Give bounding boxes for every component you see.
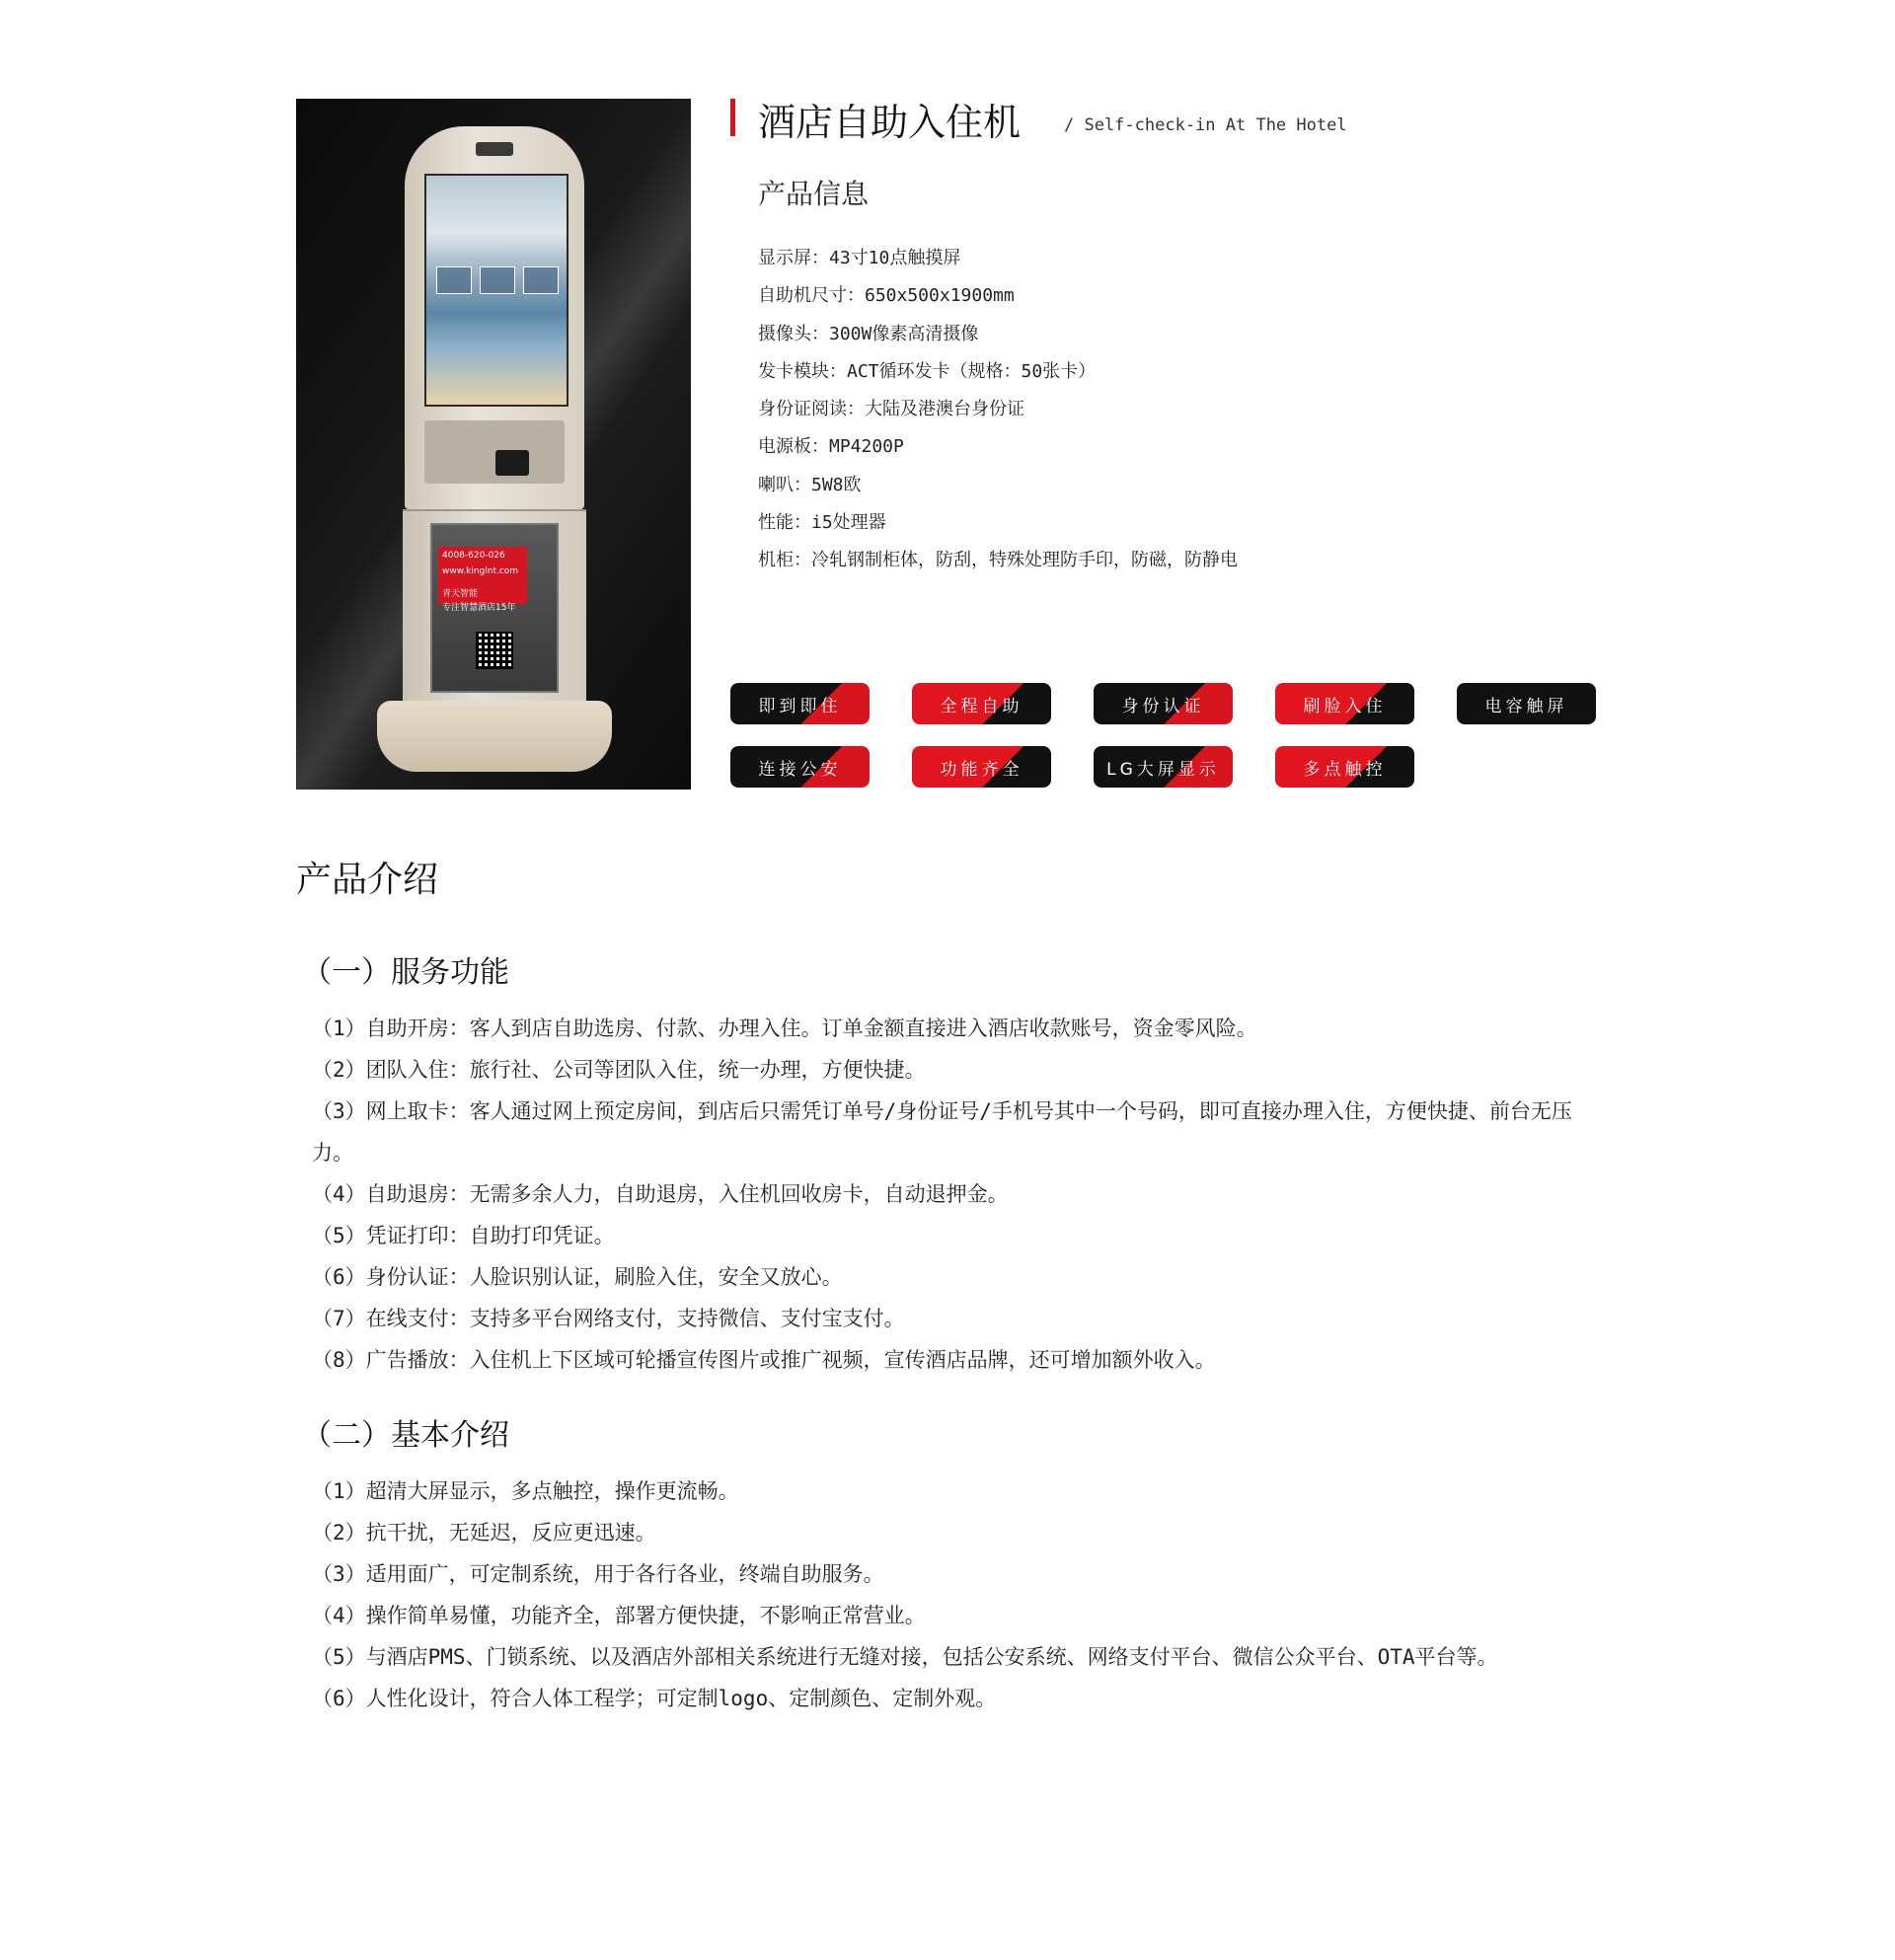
- ad-website: www.kinglnt.com: [442, 566, 519, 576]
- spec-item-camera: 摄像头：300W像素高清摄像: [758, 323, 979, 344]
- camera-icon: [476, 142, 513, 156]
- spec-item-card-module: 发卡模块：ACT循环发卡（规格：50张卡）: [758, 360, 1097, 382]
- services-list: [312, 1008, 1595, 1381]
- tag-full-features: 功能齐全: [912, 746, 1051, 788]
- tag-full-self-service: 全程自助: [912, 683, 1051, 724]
- spec-item-power-board: 电源板：MP4200P: [758, 436, 904, 458]
- qr-code-icon: [476, 632, 513, 669]
- ad-brand: 青天智能: [442, 589, 479, 599]
- id-scanner: [495, 450, 529, 476]
- list-item: （8）广告播放：入住机上下区域可轮播宣传图片或推广视频，宣传酒店品牌，还可增加额外收入。: [312, 1348, 1216, 1372]
- list-item: （7）在线支付：支持多平台网络支付，支持微信、支付宝支付。: [312, 1307, 905, 1330]
- screen-tile: [523, 266, 559, 294]
- spec-list: [758, 240, 1238, 580]
- spec-item-cabinet: 机柜：冷轧钢制柜体，防刮，特殊处理防手印，防磁，防静电: [758, 550, 1238, 571]
- section-heading-basics: （二）基本介绍: [302, 1418, 509, 1453]
- feature-tags: [730, 683, 1599, 792]
- list-item: （2）抗干扰，无延迟，反应更迅速。: [312, 1521, 656, 1545]
- tag-lg-large-screen: LG大屏显示: [1094, 746, 1233, 788]
- card-dispenser-slot: [424, 420, 565, 484]
- spec-item-size: 自助机尺寸：650x500x1900mm: [758, 285, 1015, 307]
- screen-tile: [436, 266, 472, 294]
- list-item: （1）超清大屏显示，多点触控，操作更流畅。: [312, 1479, 739, 1503]
- list-item: （1）自助开房：客人到店自助选房、付款、办理入住。订单金额直接进入酒店收款账号，资金零风险。: [312, 1017, 1257, 1040]
- tag-instant-checkin: 即到即住: [730, 683, 870, 724]
- page-subtitle: / Self-check-in At The Hotel: [1064, 115, 1347, 135]
- page-title: 酒店自助入住机: [758, 101, 1022, 144]
- tag-capacitive-touch: 电容触屏: [1457, 683, 1596, 724]
- list-item: （6）人性化设计，符合人体工程学；可定制logo、定制颜色、定制外观。: [312, 1687, 997, 1710]
- list-item: （5）凭证打印：自助打印凭证。: [312, 1224, 615, 1247]
- screen-tile: [480, 266, 515, 294]
- list-item: （3）适用面广，可定制系统，用于各行各业，终端自助服务。: [312, 1562, 884, 1586]
- spec-item-speaker: 喇叭：5W8欧: [758, 474, 862, 495]
- list-item: （2）团队入住：旅行社、公司等团队入住，统一办理，方便快捷。: [312, 1058, 926, 1082]
- kiosk-cabinet: [403, 509, 586, 709]
- tag-id-verification: 身份认证: [1094, 683, 1233, 724]
- ad-poster: [430, 523, 559, 693]
- kiosk-upper-body: [405, 126, 584, 509]
- kiosk-base: [377, 701, 612, 772]
- spec-item-performance: 性能：i5处理器: [758, 512, 886, 534]
- list-item: （3）网上取卡：客人通过网上预定房间，到店后只需凭订单号/身份证号/手机号其中一个号码，即可直接办理入住，方便快捷、前台无压力。: [312, 1099, 1572, 1165]
- list-item: （4）操作简单易懂，功能齐全，部署方便快捷，不影响正常营业。: [312, 1604, 926, 1627]
- basics-list: [312, 1470, 1595, 1719]
- list-item: （6）身份认证：人脸识别认证，刷脸入住，安全又放心。: [312, 1265, 843, 1289]
- product-info-heading: 产品信息: [758, 178, 870, 210]
- ad-phone: 4008-620-026: [442, 551, 505, 561]
- tag-face-checkin: 刷脸入住: [1275, 683, 1414, 724]
- tag-multi-touch: 多点触控: [1275, 746, 1414, 788]
- title-accent-bar: [730, 99, 735, 136]
- product-image: [296, 99, 691, 790]
- kiosk-touchscreen: [424, 174, 568, 407]
- section-heading-services: （一）服务功能: [302, 955, 509, 990]
- intro-heading: 产品介绍: [296, 860, 439, 900]
- ad-slogan: 专注智慧酒店15年: [442, 603, 516, 613]
- list-item: （4）自助退房：无需多余人力，自助退房，入住机回收房卡，自动退押金。: [312, 1182, 1009, 1206]
- spec-item-id-reader: 身份证阅读：大陆及港澳台身份证: [758, 399, 1024, 420]
- tag-police-link: 连接公安: [730, 746, 870, 788]
- list-item: （5）与酒店PMS、门锁系统、以及酒店外部相关系统进行无缝对接，包括公安系统、网络支付平台、微信公众平台、OTA平台等。: [312, 1645, 1498, 1669]
- spec-item-display: 显示屏：43寸10点触摸屏: [758, 248, 961, 268]
